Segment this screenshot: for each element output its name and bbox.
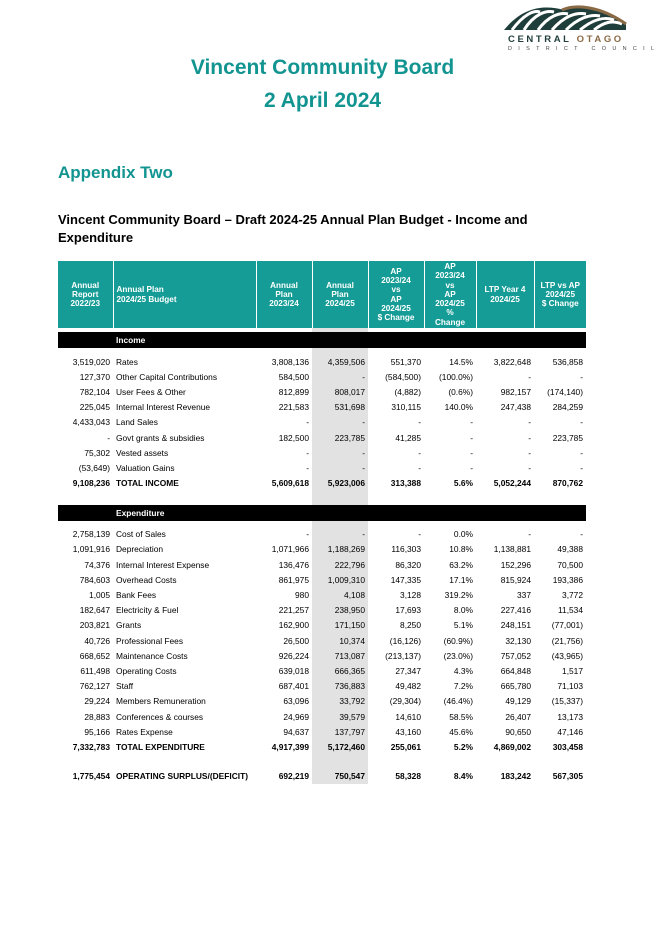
row-value: 45.6%	[449, 726, 473, 737]
row-value: 63.2%	[449, 559, 473, 570]
row-value: 762,127	[79, 681, 110, 692]
row-label: Rates Expense	[116, 726, 173, 737]
table-row	[58, 603, 586, 618]
row-value: 171,150	[312, 618, 368, 633]
row-value: 337	[517, 590, 531, 601]
table-header-row	[58, 261, 586, 328]
row-value: 17.1%	[449, 574, 473, 585]
row-value: 782,104	[79, 386, 110, 397]
row-label: Rates	[116, 356, 138, 367]
row-value: 551,370	[390, 356, 421, 367]
row-value: 49,388	[557, 544, 583, 555]
row-value: -	[306, 417, 309, 428]
row-value: 567,305	[552, 771, 583, 782]
row-value: 531,698	[312, 400, 368, 415]
row-label: Depreciation	[116, 544, 164, 555]
row-value: 136,476	[278, 559, 309, 570]
table-row	[58, 430, 586, 445]
total-expenditure-row	[58, 739, 586, 754]
row-value: (60.9%)	[443, 635, 473, 646]
row-value: 247,438	[500, 402, 531, 413]
row-value: (16,126)	[389, 635, 421, 646]
row-value: 26,407	[505, 711, 531, 722]
row-value: (100.0%)	[439, 371, 473, 382]
row-value: 5,052,244	[493, 478, 531, 489]
row-value: -	[312, 445, 368, 460]
row-value: -	[528, 529, 531, 540]
row-value: 536,858	[552, 356, 583, 367]
row-value: -	[580, 417, 583, 428]
table-row	[58, 709, 586, 724]
row-value: 808,017	[312, 384, 368, 399]
row-value: (43,965)	[551, 650, 583, 661]
row-label: Electricity & Fuel	[116, 605, 179, 616]
col-header-ltp-year4: LTP Year 4 2024/25	[476, 261, 534, 328]
row-value: -	[418, 529, 421, 540]
row-value: 183,242	[500, 771, 531, 782]
row-value: 687,401	[278, 681, 309, 692]
row-value: -	[470, 447, 473, 458]
row-value: 29,224	[84, 696, 110, 707]
row-value: 24,969	[283, 711, 309, 722]
row-value: (77,001)	[551, 620, 583, 631]
row-value: 41,285	[395, 432, 421, 443]
row-value: 2,758,139	[72, 529, 110, 540]
table-row	[58, 724, 586, 739]
row-value: 10,374	[312, 633, 368, 648]
row-value: 4,917,399	[271, 741, 309, 752]
row-value: 63,096	[283, 696, 309, 707]
row-value: 49,482	[395, 681, 421, 692]
table-row	[58, 415, 586, 430]
row-label: Grants	[116, 620, 142, 631]
row-value: 668,652	[79, 650, 110, 661]
row-value: 4,108	[312, 587, 368, 602]
row-value: 1,188,269	[312, 542, 368, 557]
row-value: 221,257	[278, 605, 309, 616]
row-value: -	[306, 529, 309, 540]
table-row	[58, 694, 586, 709]
row-value: 9,108,236	[72, 478, 110, 489]
row-value: 980	[295, 590, 309, 601]
row-label: Other Capital Contributions	[116, 371, 218, 382]
col-header-line-item: Annual Plan 2024/25 Budget	[113, 261, 256, 328]
row-value: -	[528, 417, 531, 428]
row-value: 127,370	[79, 371, 110, 382]
row-label: Internal Interest Expense	[116, 559, 210, 570]
table-row	[58, 618, 586, 633]
row-value: 43,160	[395, 726, 421, 737]
row-value: 147,335	[390, 574, 421, 585]
row-value: 5.1%	[453, 620, 473, 631]
row-value: -	[470, 417, 473, 428]
row-value: 203,821	[79, 620, 110, 631]
operating-surplus-row	[58, 769, 586, 784]
row-label: Cost of Sales	[116, 529, 166, 540]
row-value: 5,609,618	[271, 478, 309, 489]
row-value: 225,045	[79, 402, 110, 413]
row-value: 221,583	[278, 402, 309, 413]
row-value: 71,103	[557, 681, 583, 692]
row-value: 584,500	[278, 371, 309, 382]
row-value: (0.6%)	[448, 386, 473, 397]
row-value: 784,603	[79, 574, 110, 585]
col-header-ap-2023: Annual Plan 2023/24	[256, 261, 312, 328]
row-value: 1,005	[89, 590, 110, 601]
row-value: 310,115	[391, 402, 421, 413]
row-value: 58,328	[395, 771, 421, 782]
row-value: 10.8%	[449, 544, 473, 555]
row-value: 665,780	[500, 681, 531, 692]
row-value: 692,219	[278, 771, 309, 782]
row-value: 222,796	[312, 557, 368, 572]
col-header-annual-report: Annual Report 2022/23	[58, 261, 113, 328]
row-label: TOTAL EXPENDITURE	[116, 741, 205, 752]
row-label: Professional Fees	[116, 635, 184, 646]
row-value: -	[107, 432, 110, 443]
table-title: Vincent Community Board – Draft 2024-25 Annual Plan Budget - Income and Expenditure	[58, 212, 528, 245]
row-value: 193,386	[552, 574, 583, 585]
row-label: TOTAL INCOME	[116, 478, 179, 489]
row-value: 8.0%	[453, 605, 473, 616]
section-heading: Income	[113, 332, 256, 348]
row-value: 5.2%	[453, 741, 473, 752]
row-label: Members Remuneration	[116, 696, 206, 707]
row-value: -	[470, 462, 473, 473]
row-value: 223,785	[552, 432, 583, 443]
row-value: 870,762	[552, 478, 583, 489]
appendix-heading: Appendix Two	[58, 163, 173, 182]
row-value: 3,128	[400, 590, 421, 601]
row-value: 28,883	[84, 711, 110, 722]
row-value: 812,899	[278, 386, 309, 397]
row-value: 58.5%	[449, 711, 473, 722]
row-value: -	[418, 462, 421, 473]
row-value: 7,332,783	[72, 741, 110, 752]
row-value: 664,848	[500, 665, 531, 676]
col-header-ltp-vs-ap: LTP vs AP 2024/25 $ Change	[534, 261, 586, 328]
row-value: 639,018	[278, 665, 309, 676]
row-value: 95,166	[84, 726, 110, 737]
table-row	[58, 527, 586, 542]
row-value: -	[312, 527, 368, 542]
row-value: 713,087	[312, 648, 368, 663]
row-value: -	[306, 462, 309, 473]
row-value: 238,950	[312, 603, 368, 618]
budget-table	[58, 261, 586, 784]
row-label: Maintenance Costs	[116, 650, 188, 661]
row-value: 926,224	[278, 650, 309, 661]
row-value: 313,388	[390, 478, 421, 489]
row-value: 11,534	[558, 605, 583, 616]
row-label: OPERATING SURPLUS/(DEFICIT)	[116, 771, 248, 782]
row-value: 70,500	[557, 559, 583, 570]
row-value: 815,924	[500, 574, 531, 585]
row-value: 14.5%	[449, 356, 473, 367]
row-value: 4,359,506	[312, 354, 368, 369]
table-row	[58, 542, 586, 557]
row-value: 1,775,454	[72, 771, 110, 782]
row-value: 0.0%	[453, 529, 473, 540]
row-label: Bank Fees	[116, 590, 157, 601]
row-value: 7.2%	[453, 681, 473, 692]
section-header-row	[58, 505, 586, 521]
row-value: 47,146	[557, 726, 583, 737]
row-value: 4.3%	[453, 665, 473, 676]
table-row	[58, 679, 586, 694]
row-label: Conferences & courses	[116, 711, 204, 722]
table-row	[58, 369, 586, 384]
table-row	[58, 572, 586, 587]
row-value: 4,433,043	[72, 417, 110, 428]
row-value: 3,772	[562, 590, 583, 601]
table-row	[58, 400, 586, 415]
row-value: 3,822,648	[493, 356, 531, 367]
logo-subtitle: DISTRICT COUNCIL	[508, 46, 660, 52]
row-value: 13,173	[557, 711, 583, 722]
table-row	[58, 663, 586, 678]
row-value: 319.2%	[444, 590, 473, 601]
row-value: 3,519,020	[72, 356, 110, 367]
row-label: Internal Interest Revenue	[116, 402, 211, 413]
row-value: 137,797	[312, 724, 368, 739]
row-value: 26,500	[283, 635, 309, 646]
row-label: Valuation Gains	[116, 462, 175, 473]
table-row	[58, 648, 586, 663]
row-value: -	[580, 371, 583, 382]
total-income-row	[58, 476, 586, 491]
row-value: 5,923,006	[312, 476, 368, 491]
table-row	[58, 354, 586, 369]
row-value: 248,151	[500, 620, 531, 631]
row-value: 1,517	[562, 665, 583, 676]
row-value: 255,061	[390, 741, 421, 752]
row-value: 757,052	[500, 650, 531, 661]
row-value: 162,900	[278, 620, 309, 631]
row-value: 8.4%	[453, 771, 473, 782]
row-value: 982,157	[500, 386, 531, 397]
row-value: 14,610	[395, 711, 421, 722]
row-value: (21,756)	[551, 635, 583, 646]
row-value: -	[418, 417, 421, 428]
row-value: 1,071,966	[271, 544, 309, 555]
spacer-row	[58, 755, 586, 769]
row-value: (15,337)	[551, 696, 583, 707]
row-value: -	[580, 447, 583, 458]
row-value: 1,009,310	[312, 572, 368, 587]
row-value: 27,347	[395, 665, 421, 676]
row-value: 3,808,136	[271, 356, 309, 367]
row-value: 5.6%	[453, 478, 473, 489]
row-value: (53,649)	[78, 462, 110, 473]
table-row	[58, 460, 586, 475]
row-value: 33,792	[312, 694, 368, 709]
table-row	[58, 633, 586, 648]
row-value: -	[470, 432, 473, 443]
row-value: 152,296	[500, 559, 531, 570]
page-date: 2 April 2024	[263, 89, 382, 112]
table-row	[58, 445, 586, 460]
row-label: Staff	[116, 681, 134, 692]
row-value: -	[418, 447, 421, 458]
row-value: 1,091,916	[72, 544, 110, 555]
row-value: 284,259	[552, 402, 583, 413]
row-value: (29,304)	[389, 696, 421, 707]
section-heading: Expenditure	[113, 505, 256, 521]
row-value: 49,129	[505, 696, 531, 707]
row-value: 736,883	[312, 679, 368, 694]
row-value: (46.4%)	[443, 696, 473, 707]
row-label: User Fees & Other	[116, 386, 186, 397]
row-value: (23.0%)	[443, 650, 473, 661]
row-value: 75,302	[84, 447, 110, 458]
row-value: 861,975	[278, 574, 309, 585]
council-logo	[496, 0, 660, 56]
row-value: 32,130	[505, 635, 531, 646]
row-value: -	[528, 371, 531, 382]
row-value: 666,365	[312, 663, 368, 678]
row-value: (584,500)	[385, 371, 421, 382]
row-value: (174,140)	[547, 386, 583, 397]
row-label: Operating Costs	[116, 665, 177, 676]
row-value: 17,693	[395, 605, 421, 616]
table-row	[58, 557, 586, 572]
row-value: -	[312, 460, 368, 475]
row-value: -	[580, 529, 583, 540]
row-value: -	[580, 462, 583, 473]
row-label: Land Sales	[116, 417, 158, 428]
row-value: 8,250	[400, 620, 421, 631]
row-value: 611,498	[80, 665, 110, 676]
row-value: 227,416	[500, 605, 531, 616]
row-value: 4,869,002	[493, 741, 531, 752]
row-value: (213,137)	[385, 650, 421, 661]
row-value: 750,547	[312, 769, 368, 784]
col-header-dollar-change: AP 2023/24 vs AP 2024/25 $ Change	[368, 261, 424, 328]
row-value: 74,376	[84, 559, 110, 570]
row-value: 90,650	[505, 726, 531, 737]
table-row	[58, 587, 586, 602]
row-value: 223,785	[312, 430, 368, 445]
row-value: (4,882)	[394, 386, 421, 397]
row-label: Vested assets	[116, 447, 169, 458]
row-value: -	[306, 447, 309, 458]
row-value: 182,647	[79, 605, 110, 616]
col-header-ap-2024: Annual Plan 2024/25	[312, 261, 368, 328]
row-value: 39,579	[312, 709, 368, 724]
row-value: 303,458	[552, 741, 583, 752]
row-value: -	[312, 415, 368, 430]
row-value: -	[312, 369, 368, 384]
row-value: -	[528, 447, 531, 458]
row-value: -	[528, 432, 531, 443]
row-label: Overhead Costs	[116, 574, 177, 585]
row-value: 5,172,460	[312, 739, 368, 754]
table-row	[58, 384, 586, 399]
spacer-row	[58, 491, 586, 505]
section-header-row	[58, 332, 586, 348]
row-value: 1,138,881	[493, 544, 531, 555]
row-label: Govt grants & subsidies	[116, 432, 205, 443]
row-value: -	[528, 462, 531, 473]
col-header-percent-change: AP 2023/24 vs AP 2024/25 % Change	[424, 261, 476, 328]
logo-name: CENTRAL OTAGO	[508, 34, 624, 45]
row-value: 86,320	[395, 559, 421, 570]
row-value: 40,726	[84, 635, 110, 646]
row-value: 116,303	[391, 544, 421, 555]
row-value: 140.0%	[444, 402, 473, 413]
page-title: Vincent Community Board	[190, 56, 455, 79]
mountain-logo-icon	[502, 2, 628, 32]
row-value: 94,637	[283, 726, 309, 737]
row-value: 182,500	[278, 432, 309, 443]
